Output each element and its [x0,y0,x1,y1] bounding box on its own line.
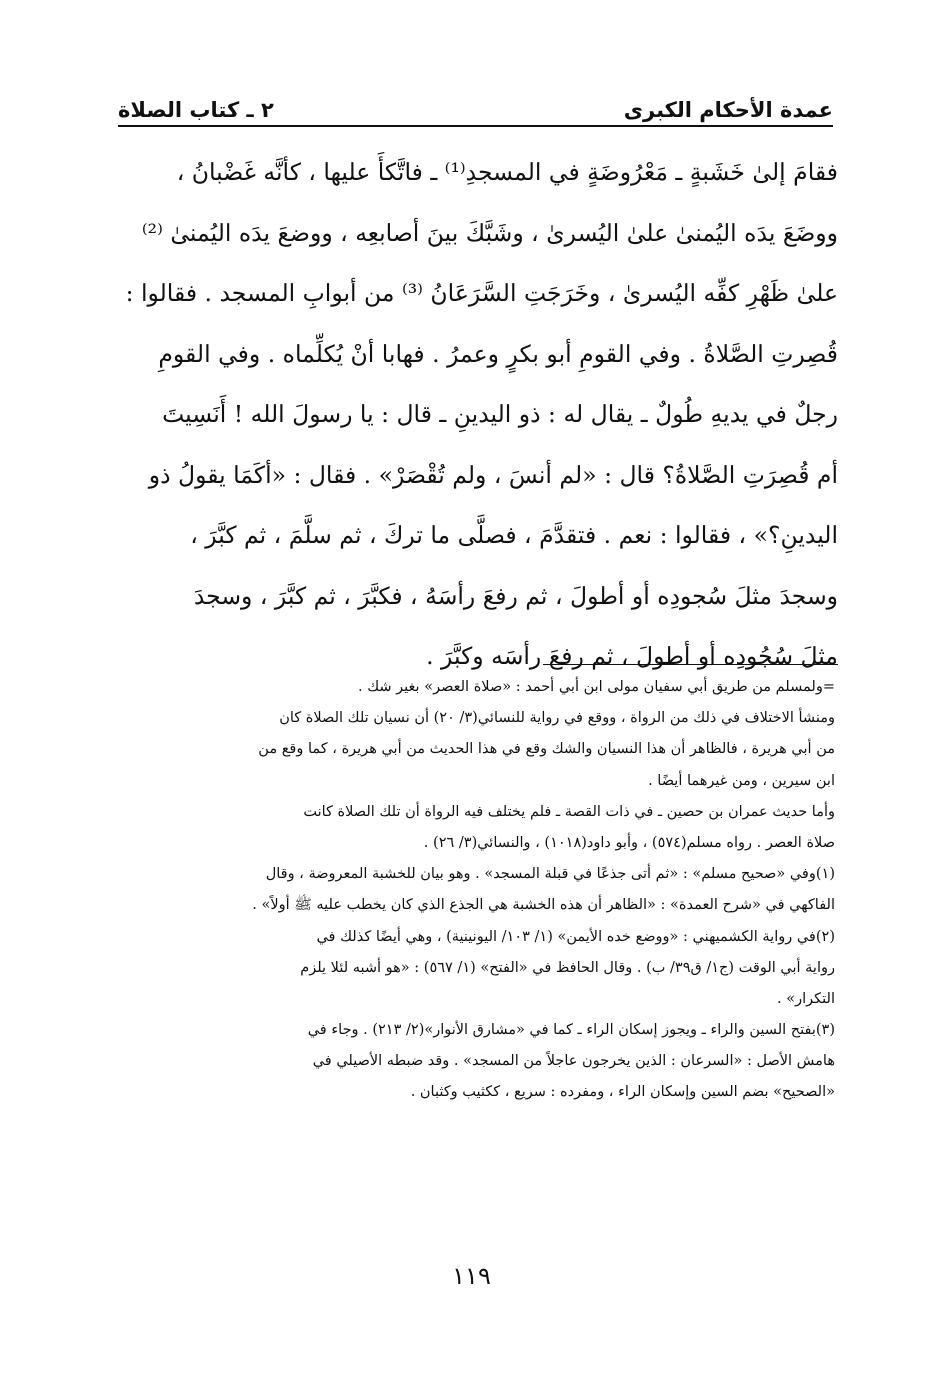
text-line: قُصِرتِ الصَّلاةُ . وفي القومِ أبو بكرٍ وعمرُ . فهابا أنْ يُكلِّماه . وفي القومِ [158,339,838,368]
footnotes [118,672,835,1109]
hadith-text [118,142,838,687]
text-line: ووضَعَ يدَه اليُمنىٰ علىٰ اليُسرىٰ ، وشَبَّكَ بينَ أصابعِه ، ووضعَ يدَه اليُمنىٰ ⁽²⁾ [141,218,838,247]
footnote-line: رواية أبي الوقت (ج١/ ق٣٩/ ب) . وقال الحافظ في «الفتح» (١/ ٥٦٧) : «هو أشبه لئلا يلزم [300,959,835,976]
text-line: فقامَ إلىٰ خَشَبةٍ ـ مَعْرُوضَةٍ في المسجدِ⁽¹⁾ ـ فاتَّكأَ عليها ، كأنَّه غَضْبانُ ، [176,158,838,186]
text-line: أم قُصِرَتِ الصَّلاةُ؟ قال : «لم أنسَ ، ولم تُقْصَرْ» . فقال : «أكَمَا يقولُ ذو [148,460,838,489]
text-line: رجلٌ في يديهِ طُولٌ ـ يقال له : ذو اليدينِ ـ قال : يا رسولَ الله ! أَنَسِيتَ [162,400,838,428]
footnote-line: (٣)بفتح السين والراء ـ ويجوز إسكان الراء ـ كما في «مشارق الأنوار»(٢/ ٢١٣) . وجاء في [307,1022,835,1039]
footnote-line: =ولمسلم من طريق أبي سفيان مولى ابن أبي أحمد : «صلاة العصر» بغير شك . [357,679,835,695]
footnote-line: التكرار» . [777,990,835,1007]
footnote-separator [543,664,838,665]
book-title: عمدة الأحكام الكبرى [623,98,833,122]
footnote-line: (٢)في رواية الكشميهني : «ووضع خده الأيمن» (١/ ١٠٣/ اليونينية) ، وهي أيضًا كذلك في [316,928,835,945]
header-rule [118,125,833,127]
footnote-line: (١)وفي «صحيح مسلم» : «ثم أتى جذعًا في قبلة المسجد» . وهو بيان للخشبة المعروضة ، وقال [265,866,835,883]
chapter-title: ٢ ـ كتاب الصلاة [118,98,274,122]
footnote-line: ابن سيرين ، ومن غيرهما أيضًا . [648,772,835,789]
text-line: وسجدَ مثلَ سُجودِه أو أطولَ ، ثم رفعَ رأسَهُ ، فكبَّرَ ، ثم كبَّرَ ، وسجدَ [193,581,838,610]
text-line: اليدينِ؟» ، فقالوا : نعم . فتقدَّمَ ، فصلَّى ما تركَ ، ثم سلَّمَ ، ثم كبَّرَ ، [190,521,838,549]
footnote-line: وأما حديث عمران بن حصين ـ في ذات القصة ـ فلم يختلف فيه الرواة أن تلك الصلاة كانت [303,803,835,820]
footnote-line: ومنشأ الاختلاف في ذلك من الرواة ، ووقع في رواية للنسائي(٣/ ٢٠) أن نسيان تلك الصلاة كان [279,710,835,727]
running-header [118,86,833,122]
footnote-line: من أبي هريرة ، فالظاهر أن هذا النسيان والشك وقع في هذا الحديث من أبي هريرة ، كما وقع من [258,741,835,758]
page-number: ١١٩ [452,1262,491,1290]
text-line: مثلَ سُجُودِه أو أطولَ ، ثم رفعَ رأسَه وكبَّرَ . [426,642,838,670]
text-line: علىٰ ظَهْرِ كفِّه اليُسرىٰ ، وخَرَجَتِ السَّرَعَانُ ⁽³⁾ من أبوابِ المسجد . فقالوا : [125,279,838,307]
footnote-line: هامش الأصل : «السرعان : الذين يخرجون عاجلاً من المسجد» . وقد ضبطه الأصيلي في [312,1053,835,1070]
footnote-line: صلاة العصر . رواه مسلم(٥٧٤) ، وأبو داود(١٠١٨) ، والنسائي(٣/ ٢٦) . [423,834,835,851]
footnote-line: «الصحيح» بضم السين وإسكان الراء ، ومفرده : سريع ، ككثيب وكثبان . [410,1084,835,1101]
footnote-line: الفاكهي في «شرح العمدة» : «الظاهر أن هذه الخشبة هي الجذع الذي كان يخطب عليه ﷺ أولاً» . [252,897,835,914]
